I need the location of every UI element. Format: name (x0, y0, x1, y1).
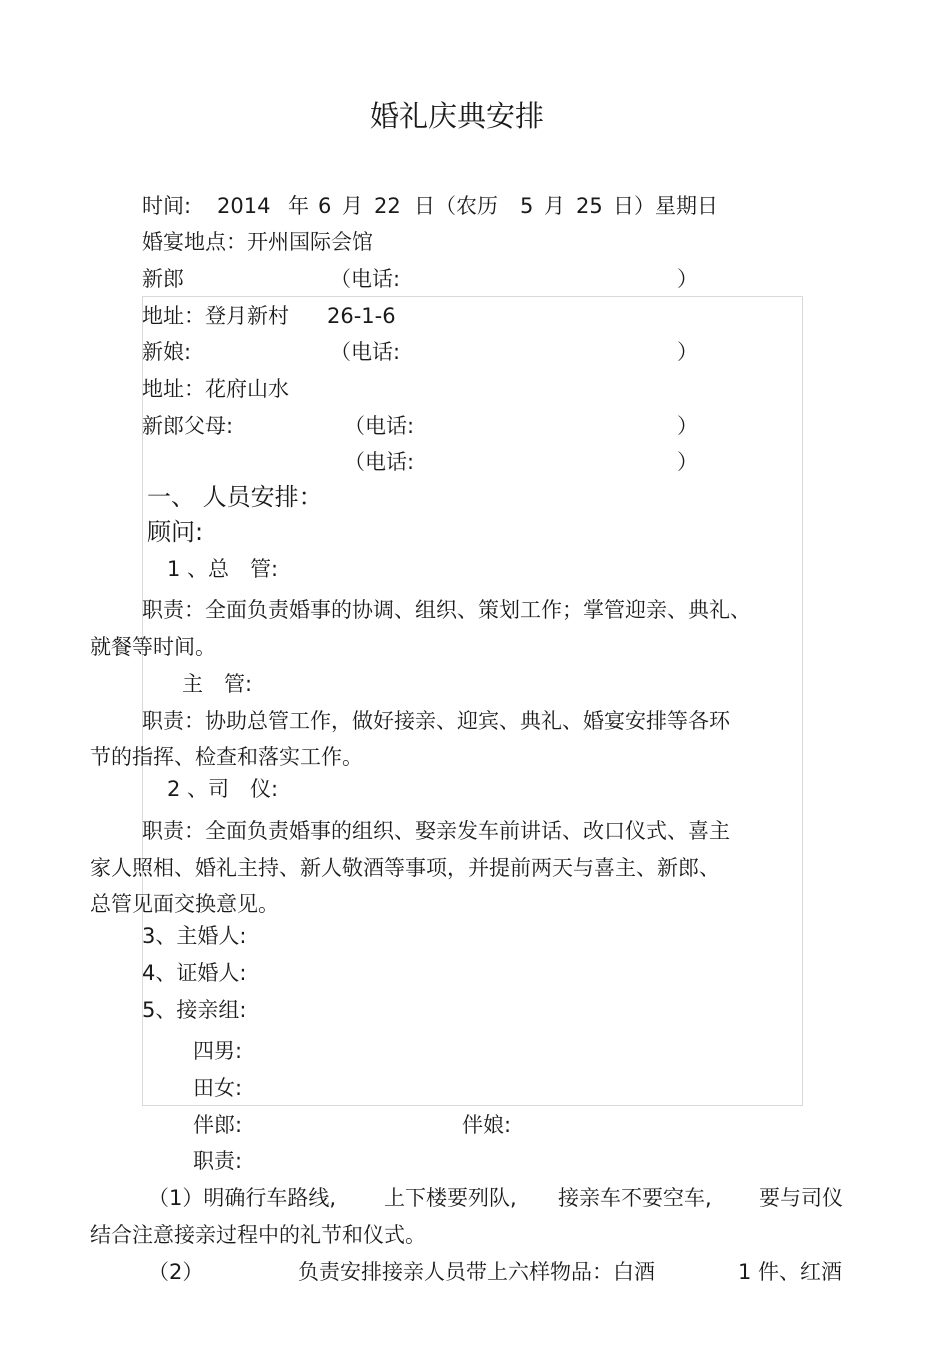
groom-address: 地址：登月新村 (142, 304, 289, 328)
duty1-part-b: 上下楼要列队, (384, 1186, 517, 1210)
item1-duty-line-1: 职责：全面负责婚事的协调、组织、策划工作；掌管迎亲、典礼、 (142, 598, 751, 622)
date-year: 2014 (217, 194, 271, 218)
parents-phone-label-2: （电话: (344, 450, 415, 474)
item1-duty-line-2: 就餐等时间。 (90, 635, 216, 659)
bride-phone-close: ） (677, 340, 698, 364)
supervisor-duty-line-1: 职责：协助总管工作，做好接亲、迎宾、典礼、婚宴安排等各环 (142, 709, 730, 733)
item1-general-manager: 1 、总 管: (167, 557, 279, 581)
bride-label: 新娘: (142, 340, 192, 364)
group-men: 四男: (193, 1039, 243, 1063)
lunar-month: 5 (520, 194, 534, 218)
groom-phone-close: ） (677, 267, 698, 291)
item5-pickup-group: 5、接亲组: (142, 998, 247, 1022)
lunar-day-char: 日）星期日 (613, 194, 718, 218)
duty2-text: 负责安排接亲人员带上六样物品：白酒 (298, 1260, 655, 1284)
duty1-line-2: 结合注意接亲过程中的礼节和仪式。 (90, 1223, 426, 1247)
bride-phone-label: （电话: (330, 340, 401, 364)
groom-parents-label: 新郎父母: (142, 414, 234, 438)
supervisor-label: 主 管: (182, 672, 253, 696)
duty2-items: 1 件、红酒 (738, 1260, 843, 1284)
lunar-month-char: 月 (544, 194, 565, 218)
parents-phone-close-2: ） (677, 450, 698, 474)
item2-duty-line-3: 总管见面交换意见。 (90, 892, 279, 916)
supervisor-duty-line-2: 节的指挥、检查和落实工作。 (90, 745, 363, 769)
date-month: 6 (318, 194, 332, 218)
item2-emcee: 2 、司 仪: (167, 777, 279, 801)
venue-line: 婚宴地点：开州国际会馆 (142, 230, 373, 254)
groom-phone-label: （电话: (330, 267, 401, 291)
bridesmaid-label: 伴娘: (462, 1113, 512, 1137)
date-year-char: 年 (288, 194, 309, 218)
group-women: 田女: (193, 1076, 243, 1100)
item2-duty-line-1: 职责：全面负责婚事的组织、娶亲发车前讲话、改口仪式、喜主 (142, 819, 730, 843)
parents-phone-label-1: （电话: (344, 414, 415, 438)
advisor-label: 顾问: (147, 518, 204, 546)
date-day: 22 (374, 194, 401, 218)
item2-duty-line-2: 家人照相、婚礼主持、新人敬酒等事项，并提前两天与喜主、新郎、 (90, 856, 720, 880)
item4-witness: 4、证婚人: (142, 961, 247, 985)
bride-address: 地址：花府山水 (142, 377, 289, 401)
groom-label: 新郎 (142, 267, 184, 291)
lunar-day: 25 (576, 194, 603, 218)
groom-address-number: 26-1-6 (327, 304, 396, 328)
date-day-char: 日（农历 (414, 194, 498, 218)
duty1-part-c: 接亲车不要空车, (558, 1186, 712, 1210)
parents-phone-close-1: ） (677, 414, 698, 438)
duty1-part-a: （1）明确行车路线, (148, 1186, 337, 1210)
duty1-part-d: 要与司仪 (759, 1186, 843, 1210)
duty-label: 职责: (193, 1149, 243, 1173)
item3-wedding-host: 3、主婚人: (142, 924, 247, 948)
date-month-char: 月 (342, 194, 363, 218)
document-title: 婚礼庆典安排 (370, 99, 545, 133)
section-heading: 一、 人员安排： (147, 483, 323, 511)
duty2-number: （2） (148, 1260, 204, 1284)
best-man-label: 伴郎: (193, 1113, 243, 1137)
time-label: 时间: (142, 194, 192, 218)
